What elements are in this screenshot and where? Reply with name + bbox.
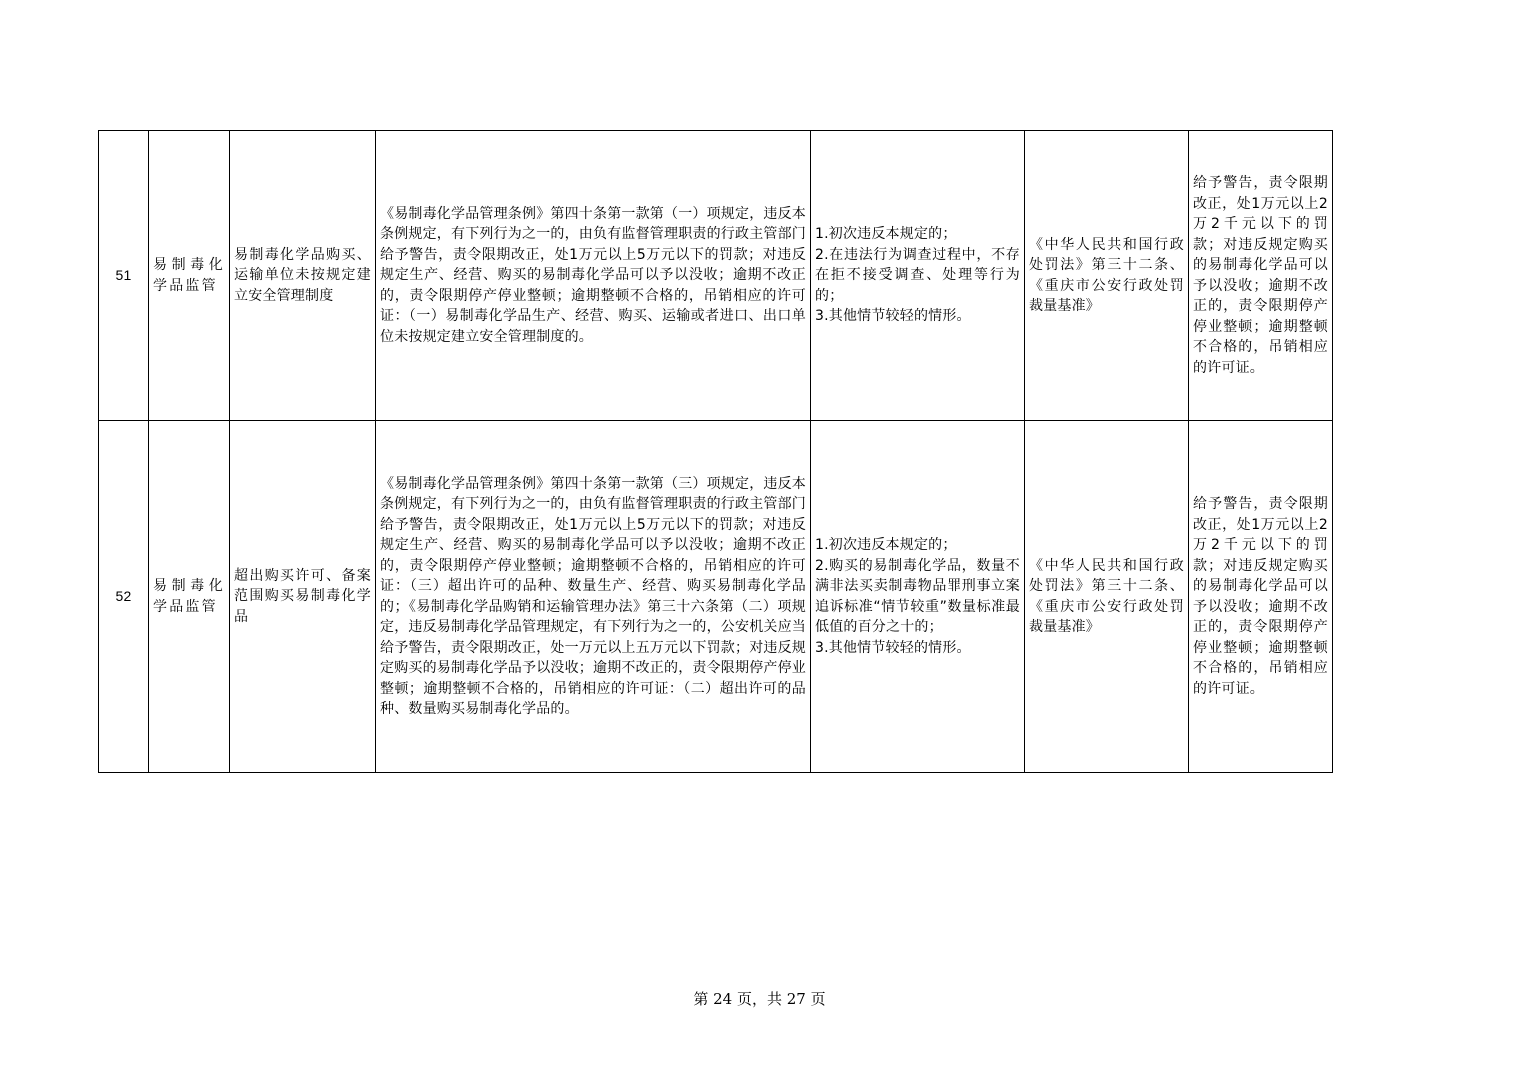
circumstances-cell: 1.初次违反本规定的； 2.在违法行为调查过程中，不存在拒不接受调查、处理等行为的； 3.其他情节较轻的情形。 <box>811 131 1025 421</box>
circumstances-cell: 1.初次违反本规定的； 2.购买的易制毒化学品，数量不满非法买卖制毒物品罪刑事立案追诉标准“情节较重”数量标准最低值的百分之十的； 3.其他情节较轻的情形。 <box>811 421 1025 773</box>
basis-reference-cell: 《中华人民共和国行政处罚法》第三十二条、《重庆市公安行政处罚裁量基准》 <box>1025 421 1189 773</box>
violation-cell: 超出购买许可、备案范围购买易制毒化学品 <box>230 421 376 773</box>
row-number: 52 <box>99 421 149 773</box>
legal-basis-cell: 《易制毒化学品管理条例》第四十条第一款第（一）项规定，违反本条例规定，有下列行为之一的，由负有监督管理职责的行政主管部门给予警告，责令限期改正，处1万元以上5万元以下的罚款；对违反规定生产、经营、购买的易制毒化学品可以予以没收；逾期不改正的，责令限期停产停业整顿；逾期整顿不合格的，吊销相应的许可证：（一）易制毒化学品生产、经营、购买、运输或者进口、出口单位未按规定建立安全管理制度的。 <box>376 131 811 421</box>
row-number: 51 <box>99 131 149 421</box>
table-row <box>99 421 1333 773</box>
basis-reference-cell: 《中华人民共和国行政处罚法》第三十二条、《重庆市公安行政处罚裁量基准》 <box>1025 131 1189 421</box>
penalty-table <box>98 130 1333 773</box>
penalty-cell: 给予警告，责令限期改正，处1万元以上2万2千元以下的罚款；对违反规定购买的易制毒化学品可以予以没收；逾期不改正的，责令限期停产停业整顿；逾期整顿不合格的，吊销相应的许可证。 <box>1189 421 1333 773</box>
legal-basis-cell: 《易制毒化学品管理条例》第四十条第一款第（三）项规定，违反本条例规定，有下列行为之一的，由负有监督管理职责的行政主管部门给予警告，责令限期改正，处1万元以上5万元以下的罚款；对违反规定生产、经营、购买的易制毒化学品可以予以没收；逾期不改正的，责令限期停产停业整顿；逾期整顿不合格的，吊销相应的许可证：（三）超出许可的品种、数量生产、经营、购买易制毒化学品的；《易制毒化学品购销和运输管理办法》第三十六条第（二）项规定，违反易制毒化学品管理规定，有下列行为之一的，公安机关应当给予警告，责令限期改正，处一万元以上五万元以下罚款；对违反规定购买的易制毒化学品予以没收；逾期不改正的，责令限期停产停业整顿；逾期整顿不合格的，吊销相应的许可证：（二）超出许可的品种、数量购买易制毒化学品的。 <box>376 421 811 773</box>
table-row <box>99 131 1333 421</box>
page-number-footer: 第 24 页，共 27 页 <box>693 990 826 1008</box>
category-cell: 易制毒化学品监管 <box>149 131 230 421</box>
violation-cell: 易制毒化学品购买、运输单位未按规定建立安全管理制度 <box>230 131 376 421</box>
penalty-cell: 给予警告，责令限期改正，处1万元以上2万2千元以下的罚款；对违反规定购买的易制毒化学品可以予以没收；逾期不改正的，责令限期停产停业整顿；逾期整顿不合格的，吊销相应的许可证。 <box>1189 131 1333 421</box>
category-cell: 易制毒化学品监管 <box>149 421 230 773</box>
